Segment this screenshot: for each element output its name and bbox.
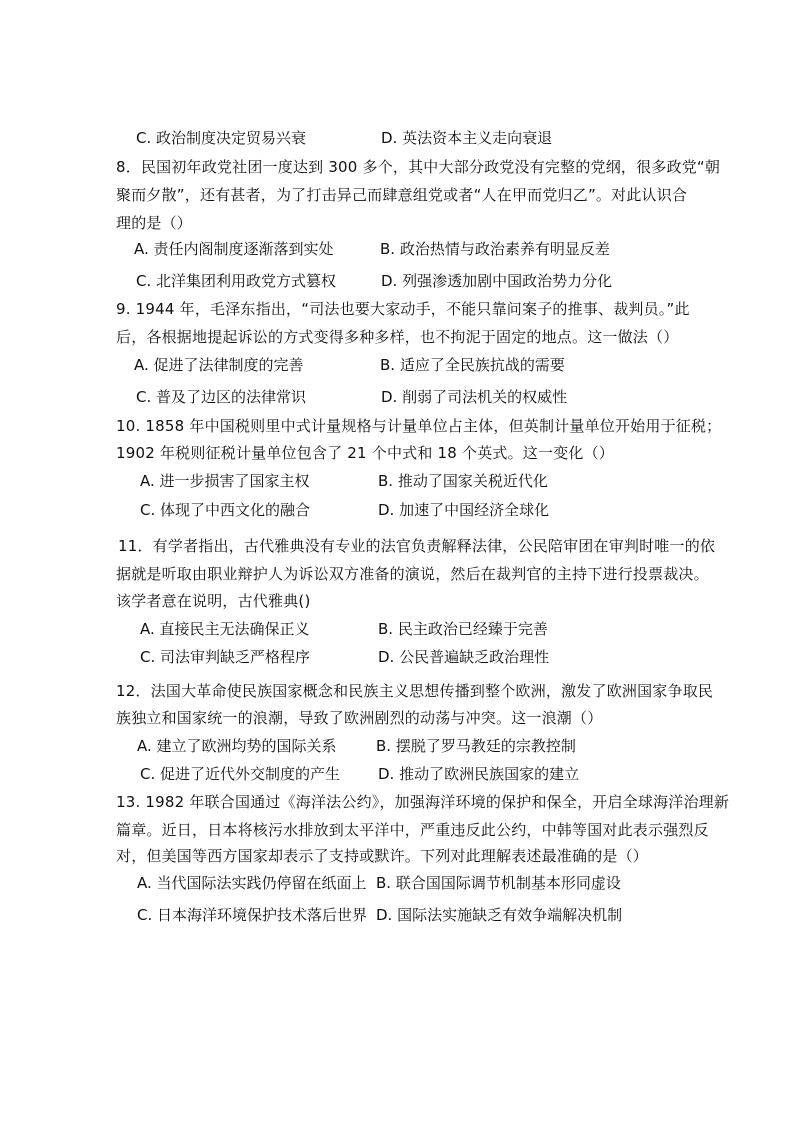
q8-option-c: C. 北洋集团利用政党方式篡权 — [136, 272, 337, 290]
q12-stem-line-1: 12．法国大革命使民族国家概念和民族主义思想传播到整个欧洲，激发了欧洲国家争取民 — [116, 682, 714, 700]
q12-option-a: A. 建立了欧洲均势的国际关系 — [137, 737, 337, 755]
q10-option-c: C. 体现了中西文化的融合 — [140, 501, 311, 519]
q9-option-a: A. 促进了法律制度的完善 — [134, 356, 304, 374]
q10-option-a: A. 进一步损害了国家主权 — [140, 472, 310, 490]
q9-stem-line-2: 后，各根据地提起诉讼的方式变得多种多样，也不拘泥于固定的地点。这一做法（） — [116, 328, 679, 346]
q13-stem-line-3: 对，但美国等西方国家却表示了支持或默许。下列对此理解表述最准确的是（） — [116, 847, 649, 865]
q11-stem-line-3: 该学者意在说明，古代雅典() — [116, 592, 311, 610]
q12-stem-line-2: 族独立和国家统一的浪潮，导致了欧洲剧烈的动荡与冲突。这一浪潮（） — [116, 709, 603, 727]
q8-stem-line-2: 聚而夕散”，还有甚者，为了打击异己而肆意组党或者“人在甲而党归乙”。对此认识合 — [116, 186, 688, 204]
q8-option-d: D. 列强渗透加剧中国政治势力分化 — [381, 272, 613, 290]
q13-option-a: A. 当代国际法实践仍停留在纸面上 — [137, 874, 367, 892]
q11-option-b: B. 民主政治已经臻于完善 — [378, 620, 548, 638]
q10-option-b: B. 推动了国家关税近代化 — [378, 472, 548, 490]
q9-option-b: B. 适应了全民族抗战的需要 — [380, 356, 565, 374]
q10-stem-line-2: 1902 年税则征税计量单位包含了 21 个中式和 18 个英式。这一变化（） — [116, 444, 614, 462]
q13-option-d: D. 国际法实施缺乏有效争端解决机制 — [376, 906, 623, 924]
q10-stem-line-1: 10. 1858 年中国税则里中式计量规格与计量单位占主体，但英制计量单位开始用于征税； — [116, 417, 722, 435]
q10-option-d: D. 加速了中国经济全球化 — [378, 501, 550, 519]
q12-option-d: D. 推动了欧洲民族国家的建立 — [378, 765, 580, 783]
q9-stem-line-1: 9. 1944 年，毛泽东指出，“司法也要大家动手，不能只靠问案子的推事、裁判员。”此 — [116, 300, 690, 318]
q11-option-a: A. 直接民主无法确保正义 — [140, 620, 310, 638]
q11-stem-line-1: 11．有学者指出，古代雅典没有专业的法官负责解释法律，公民陪审团在审判时唯一的依 — [118, 537, 716, 555]
q11-option-d: D. 公民普遍缺乏政治理性 — [378, 648, 550, 666]
q7-option-d: D. 英法资本主义走向衰退 — [381, 129, 553, 147]
q11-option-c: C. 司法审判缺乏严格程序 — [140, 648, 311, 666]
q9-option-d: D. 削弱了司法机关的权威性 — [381, 388, 568, 406]
q12-option-c: C. 促进了近代外交制度的产生 — [140, 765, 341, 783]
q8-option-b: B. 政治热情与政治素养有明显反差 — [380, 240, 610, 258]
q13-option-b: B. 联合国国际调节机制基本形同虚设 — [376, 874, 621, 892]
q13-stem-line-2: 篇章。近日，日本将核污水排放到太平洋中，严重违反此公约，中韩等国对此表示强烈反 — [116, 821, 709, 839]
q8-stem-line-1: 8．民国初年政党社团一度达到 300 多个，其中大部分政党没有完整的党纲，很多政党“朝 — [116, 158, 721, 176]
q8-option-a: A. 责任内阁制度逐渐落到实处 — [134, 240, 334, 258]
q11-stem-line-2: 据就是听取由职业辩护人为诉讼双方准备的演说，然后在裁判官的主持下进行投票裁决。 — [116, 565, 709, 583]
q8-stem-line-3: 理的是（） — [116, 214, 193, 232]
q12-option-b: B. 摆脱了罗马教廷的宗教控制 — [376, 737, 576, 755]
q7-option-c: C. 政治制度决定贸易兴衰 — [136, 129, 307, 147]
q9-option-c: C. 普及了边区的法律常识 — [136, 388, 307, 406]
q13-option-c: C. 日本海洋环境保护技术落后世界 — [137, 906, 368, 924]
q13-stem-line-1: 13. 1982 年联合国通过《海洋法公约》，加强海洋环境的保护和保全，开启全球海洋治理新 — [116, 793, 730, 811]
